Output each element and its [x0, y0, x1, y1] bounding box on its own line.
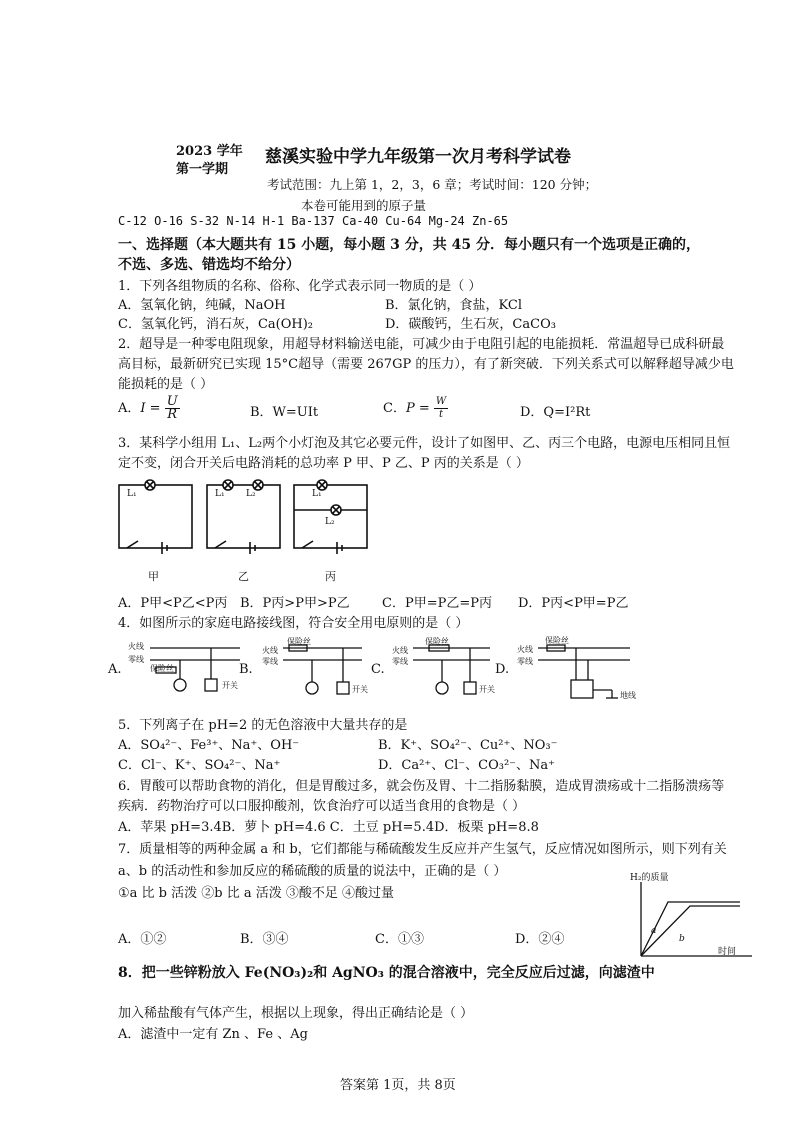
- q7-line3: ①a 比 b 活泼 ②b 比 a 活泼 ③酸不足 ④酸过量: [118, 886, 394, 901]
- exam-scope: 考试范围：九上第 1，2，3，6 章；考试时间：120 分钟；: [267, 177, 598, 192]
- q4-fuse-label: 保险丝: [545, 636, 569, 645]
- q2-a-lhs: I =: [140, 401, 161, 416]
- circuit-label-yi: 乙: [238, 570, 249, 583]
- q4-live-label: 火线: [128, 642, 144, 651]
- section-title-2: 不选、多选、错选均不给分）: [118, 257, 300, 273]
- q1-option-d: D．碳酸钙，生石灰，CaCO₃: [385, 317, 556, 332]
- graph-a-label: a: [651, 926, 657, 936]
- q2-c-den: t: [439, 409, 444, 420]
- q3-option-b: B．P丙>P甲>P乙: [240, 596, 350, 611]
- q4-ground-label: 地线: [620, 691, 636, 700]
- q4-neutral-label: 零线: [128, 655, 144, 664]
- q4-live-label: 火线: [392, 646, 408, 655]
- q7-line1: 7．质量相等的两种金属 a 和 b，它们都能与稀硫酸发生反应并产生氢气，反应情况如图所示，则下列有关: [118, 842, 727, 857]
- graph-x-label: 时间: [718, 947, 737, 957]
- q4-fuse-label: 保险丝: [287, 637, 311, 646]
- q3-option-d: D．P丙<P甲=P乙: [518, 596, 629, 611]
- q3-line2: 定不变，闭合开关后电路消耗的总功率 P 甲、P 乙、P 丙的关系是（ ）: [118, 456, 529, 471]
- q5-option-a: A．SO₄²⁻、Fe³⁺、Na⁺、OH⁻: [118, 738, 300, 753]
- q3-option-a: A．P甲<P乙<P丙: [118, 596, 228, 611]
- q7-option-b: B．③④: [240, 932, 289, 947]
- lamp-label: L₁: [312, 489, 322, 499]
- q1-option-b: B．氯化钠，食盐，KCl: [385, 298, 523, 313]
- q3-line1: 3．某科学小组用 L₁、L₂两个小灯泡及其它必要元件，设计了如图甲、乙、丙三个电路，电源电压相同且恒: [118, 436, 731, 451]
- q4-neutral-label: 零线: [392, 657, 408, 666]
- q8-option-a: A．滤渣中一定有 Zn 、Fe 、Ag: [118, 1027, 308, 1042]
- q6-line2: 疾病．药物治疗可以口服抑酸剂，饮食治疗可以适当食用的食物是（ ）: [118, 799, 526, 814]
- q8-line2: 加入稀盐酸有气体产生，根据以上现象，得出正确结论是（ ）: [118, 1006, 474, 1021]
- q4-live-label: 火线: [517, 645, 533, 654]
- q2-line1: 2．超导是一种零电阻现象，用超导材料输送电能，可减少由于电阻引起的电能损耗．常温超导已成科研最: [118, 337, 725, 352]
- q2-a-prefix: A．: [118, 401, 141, 416]
- q4-neutral-label: 零线: [262, 657, 278, 666]
- q2-c-prefix: C．: [383, 401, 406, 416]
- q4-fuse-label: 保险丝: [150, 664, 174, 673]
- header-year: 2023 学年: [176, 144, 243, 159]
- q1-option-c: C．氢氧化钙，消石灰，Ca(OH)₂: [118, 317, 313, 332]
- q7-option-c: C．①③: [375, 932, 424, 947]
- q2-line3: 能损耗的是（ ）: [118, 377, 214, 392]
- q2-option-b: B．W=UIt: [250, 405, 319, 420]
- q6-options: A．苹果 pH=3.4B．萝卜 pH=4.6 C．土豆 pH=5.4D．板栗 pH=8.8: [118, 820, 539, 835]
- q4-switch-label: 开关: [222, 681, 238, 690]
- q7-line2: a、b 的活动性和参加反应的稀硫酸的质量的说法中，正确的是（ ）: [118, 864, 507, 879]
- lamp-label: L₂: [325, 517, 335, 527]
- graph-y-label: H₂的质量: [630, 873, 669, 883]
- q7-option-d: D．②④: [515, 932, 565, 947]
- lamp-label: L₂: [246, 489, 256, 499]
- q2-option-d: D．Q=I²Rt: [520, 405, 591, 420]
- q2-c-num: W: [435, 396, 447, 407]
- q5-option-c: C．Cl⁻、K⁺、SO₄²⁻、Na⁺: [118, 758, 281, 773]
- q4-label-a: A.: [108, 662, 122, 677]
- q2-a-num: U: [166, 394, 178, 409]
- header-semester: 第一学期: [176, 162, 229, 177]
- section-title: 一、选择题（本大题共有 15 小题，每小题 3 分，共 45 分．每小题只有一个选项是正确的，: [118, 237, 700, 253]
- q2-a-den: R: [167, 407, 178, 422]
- q5-option-b: B．K⁺、SO₄²⁻、Cu²⁺、NO₃⁻: [378, 738, 558, 753]
- q5-stem: 5．下列离子在 pH=2 的无色溶液中大量共存的是: [118, 718, 408, 733]
- circuit-label-bing: 丙: [325, 570, 336, 583]
- q4-switch-label: 开关: [479, 685, 495, 694]
- q6-line1: 6．胃酸可以帮助食物的消化，但是胃酸过多，就会伤及胃、十二指肠黏膜，造成胃溃疡或十二指肠溃疡等: [118, 779, 725, 794]
- q1-stem: 1．下列各组物质的名称、俗称、化学式表示同一物质的是（ ）: [118, 279, 482, 294]
- graph-b-label: b: [679, 934, 685, 944]
- q8-line1: 8．把一些锌粉放入 Fe(NO₃)₂和 AgNO₃ 的混合溶液中，完全反应后过滤，向滤渣中: [118, 965, 655, 981]
- q2-c-lhs: P =: [405, 401, 430, 416]
- q5-option-d: D．Ca²⁺、Cl⁻、CO₃²⁻、Na⁺: [378, 758, 556, 773]
- q7-option-a: A．①②: [118, 932, 167, 947]
- q4-neutral-label: 零线: [517, 657, 533, 666]
- page-footer: 答案第 1页，共 8页: [340, 1078, 456, 1093]
- q4-live-label: 火线: [262, 646, 278, 655]
- q1-option-a: A．氢氧化钠，纯碱，NaOH: [118, 298, 286, 313]
- lamp-label: L₁: [127, 489, 137, 499]
- q2-line2: 高目标，最新研究已实现 15°C超导（需要 267GP 的压力），有了新突破．下列关系式可以解释超导减少电: [118, 357, 734, 372]
- q4-label-c: C.: [371, 662, 385, 677]
- lamp-label: L₁: [215, 489, 225, 499]
- atomic-masses: C-12 O-16 S-32 N-14 H-1 Ba-137 Ca-40 Cu-64 Mg-24 Zn-65: [118, 214, 509, 228]
- q4-label-b: B.: [239, 662, 253, 677]
- q4-fuse-label: 保险丝: [425, 637, 449, 646]
- q4-switch-label: 开关: [352, 685, 368, 694]
- q4-stem: 4．如图所示的家庭电路接线图，符合安全用电原则的是（ ）: [118, 616, 469, 631]
- q4-label-d: D.: [495, 662, 510, 677]
- page-title: 慈溪实验中学九年级第一次月考科学试卷: [265, 147, 571, 167]
- circuit-label-jia: 甲: [148, 570, 159, 583]
- q3-option-c: C．P甲=P乙=P丙: [382, 596, 492, 611]
- atoms-title: 本卷可能用到的原子量: [301, 198, 427, 213]
